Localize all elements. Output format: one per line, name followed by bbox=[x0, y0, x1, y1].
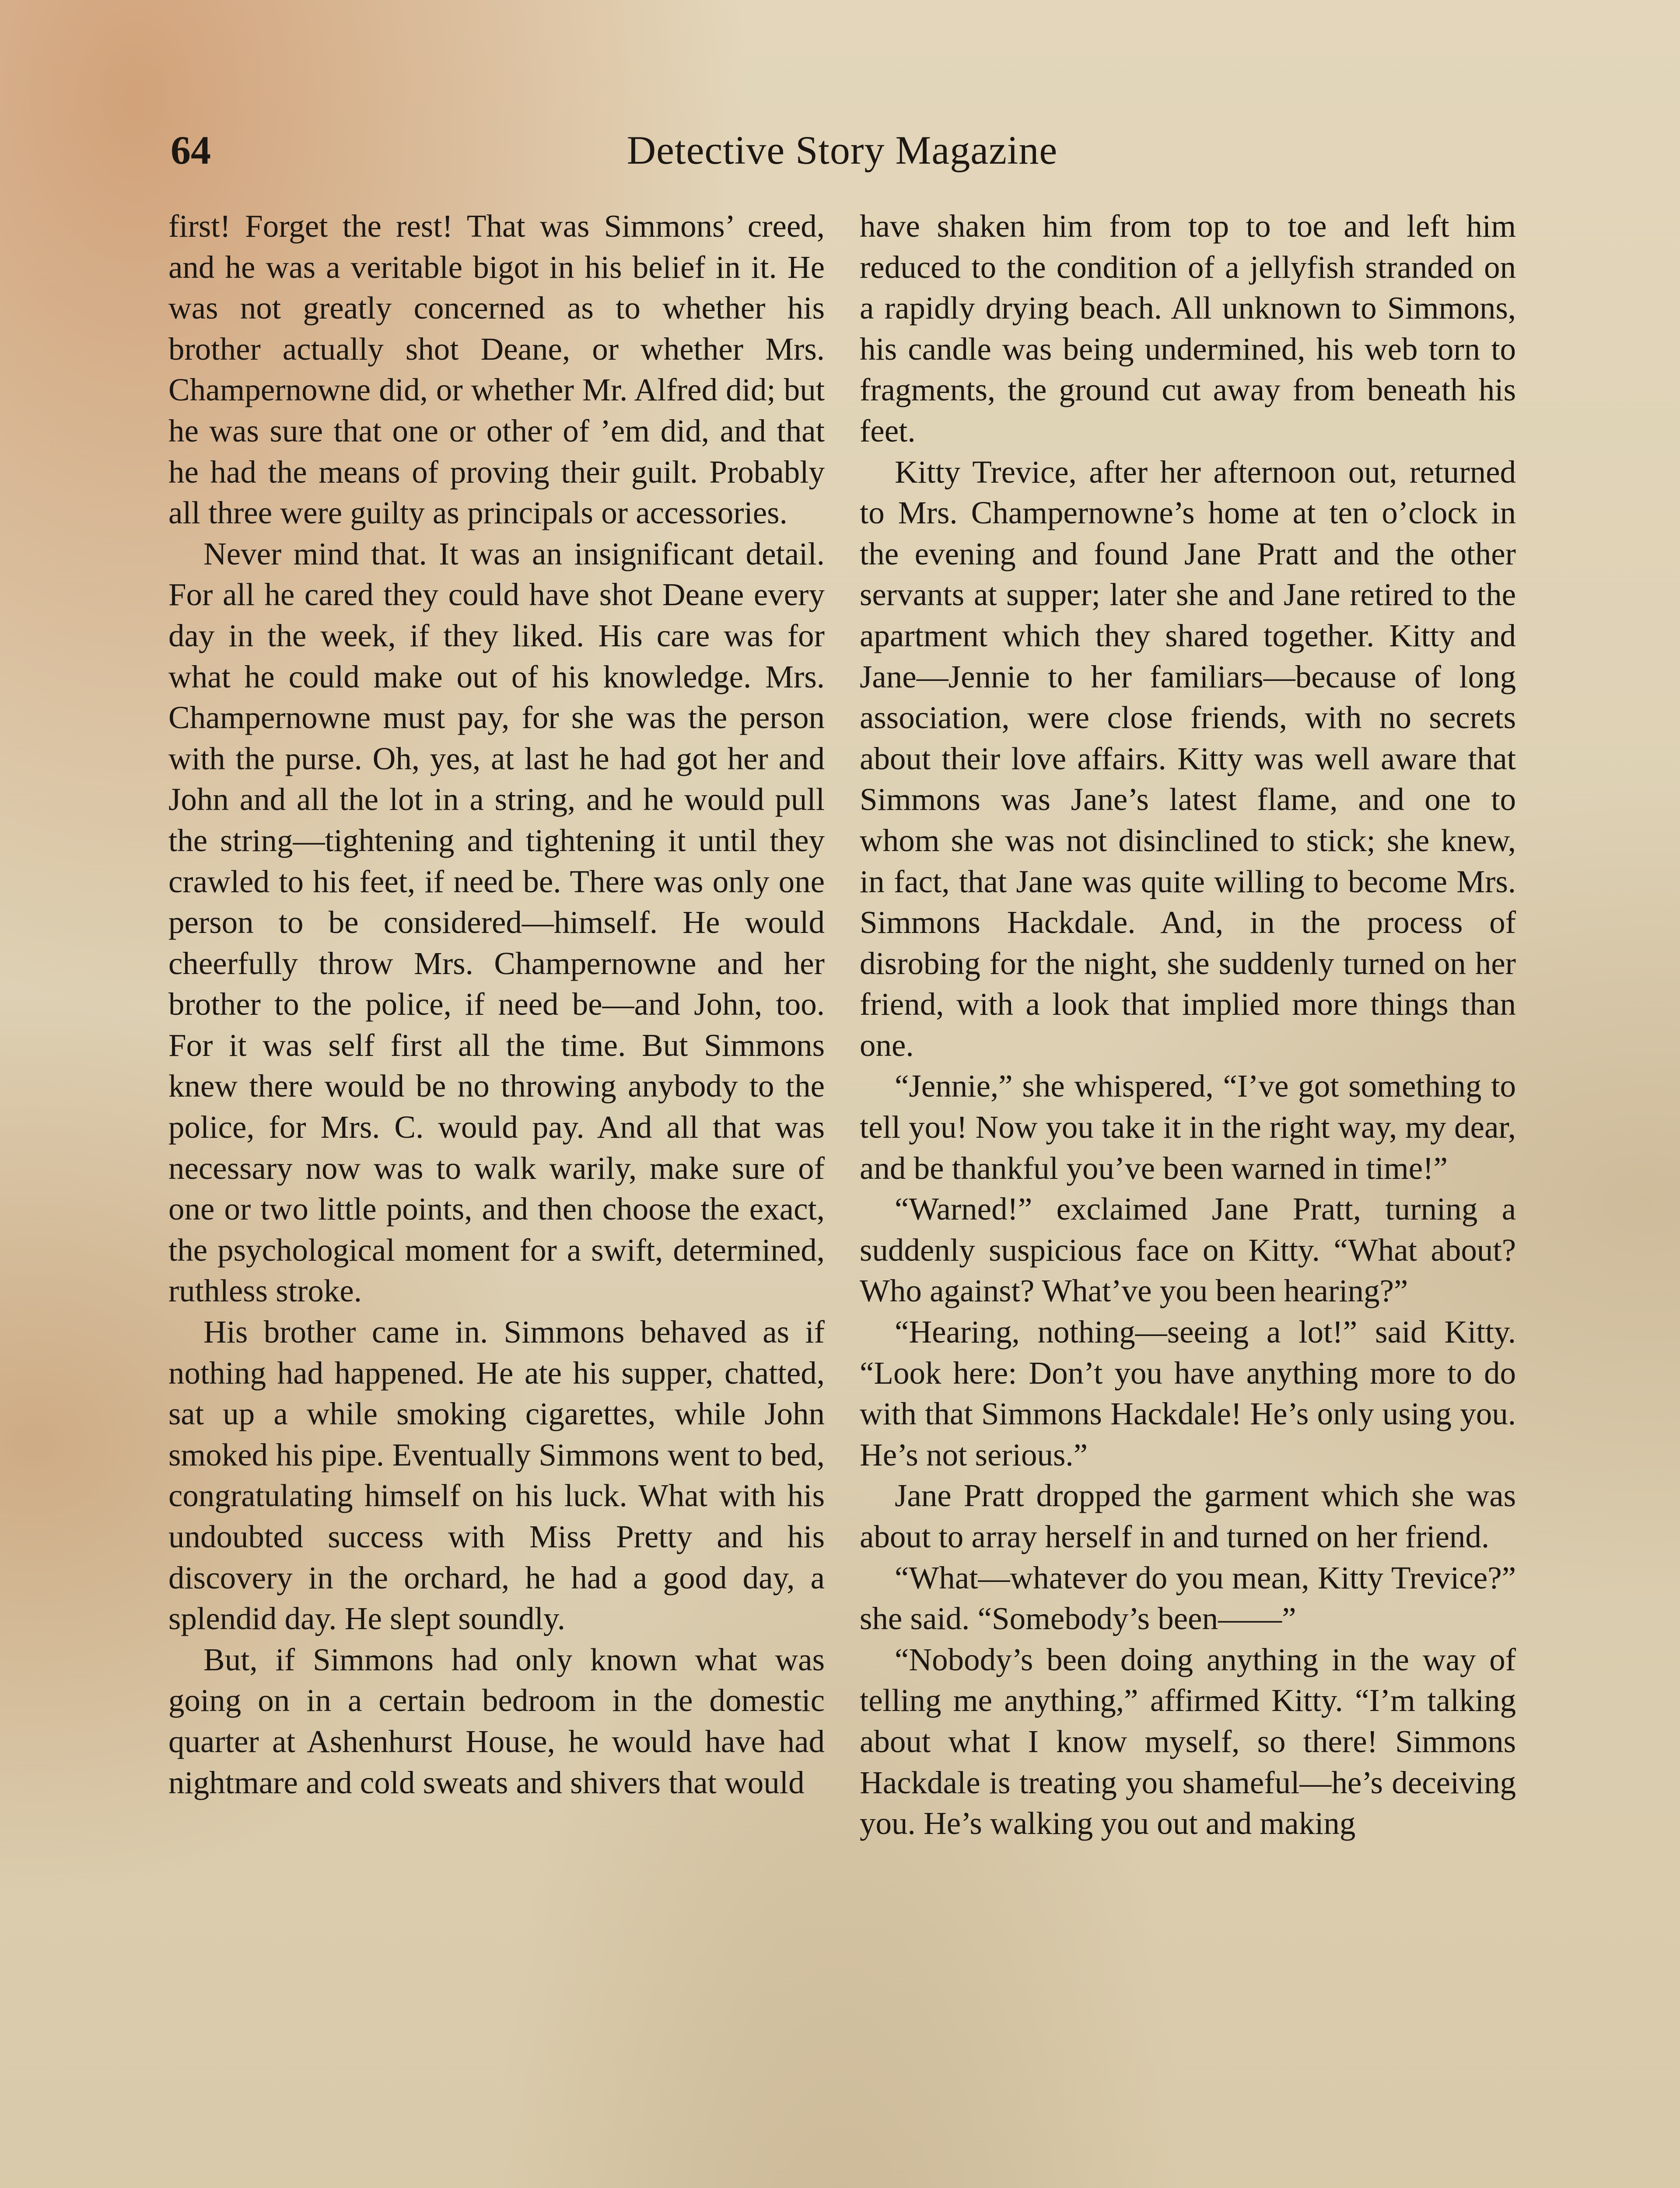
paragraph: first! Forget the rest! That was Simmons’ creed, and he was a veritable bigot in his belief in it. He was not greatly concerned as to whether his brother actually shot Deane, or whether Mrs. Champernowne did, or whether Mr. Alfred did; but he was sure that one or other of ’em did, and that he had the means of proving their guilt. Probably all three were guilty as principals or accessories. bbox=[168, 208, 825, 531]
paragraph: “Warned!” exclaimed Jane Pratt, turning a suddenly suspicious face on Kitty. “What about? Who against? What’ve you been hearing?” bbox=[860, 1191, 1516, 1309]
paragraph: “Jennie,” she whispered, “I’ve got something to tell you! Now you take it in the right way, my dear, and be thankful you’ve been warned in time!” bbox=[860, 1068, 1516, 1186]
paragraph: Never mind that. It was an insignificant detail. For all he cared they could have shot Deane every day in the week, if they liked. His care was for what he could make out of his knowledge. Mrs. Champernowne must pay, for she was the person with the purse. Oh, yes, at last he had got her and John and all the lot in a string, and he would pull the string—tightening and tightening it until they crawled to his feet, if need be. There was only one person to be considered—himself. He would cheerfully throw Mrs. Champernowne and her brother to the police, if need be—and John, too. For it was self first all the time. But Simmons knew there would be no throwing anybody to the police, for Mrs. C. would pay. And all that was necessary now was to walk warily, make sure of one or two little points, and then choose the exact, the psychological moment for a swift, determined, ruthless stroke. bbox=[168, 536, 825, 1309]
paragraph: “Hearing, nothing—seeing a lot!” said Kitty. “Look here: Don’t you have anything more to do with that Simmons Hackdale! He’s only using you. He’s not serious.” bbox=[860, 1314, 1516, 1473]
running-title: Detective Story Magazine bbox=[626, 128, 1058, 172]
paragraph: have shaken him from top to toe and left him reduced to the condition of a jellyfish stranded on a rapidly drying beach. All unknown to Simmons, his candle was being undermined, his web torn to fragments, the ground cut away from beneath his feet. bbox=[860, 208, 1516, 449]
left-column bbox=[168, 206, 825, 1803]
paragraph: Kitty Trevice, after her afternoon out, returned to Mrs. Champernowne’s home at ten o’clock in the evening and found Jane Pratt and the other servants at supper; later she and Jane retired to the apartment which they shared together. Kitty and Jane—Jennie to her familiars—because of long association, were close friends, with no secrets about their love affairs. Kitty was well aware that Simmons was Jane’s latest flame, and one to whom she was not disinclined to stick; she knew, in fact, that Jane was quite willing to become Mrs. Simmons Hackdale. And, in the process of disrobing for the night, she suddenly turned on her friend, with a look that implied more things than one. bbox=[860, 454, 1516, 1063]
right-column bbox=[860, 206, 1516, 1844]
paragraph: Jane Pratt dropped the garment which she was about to array herself in and turned on her friend. bbox=[860, 1478, 1516, 1554]
paragraph: His brother came in. Simmons behaved as if nothing had happened. He ate his supper, chatted, sat up a while smoking cigarettes, while John smoked his pipe. Eventually Simmons went to bed, congratulating himself on his luck. What with his undoubted success with Miss Pretty and his discovery in the orchard, he had a good day, a splendid day. He slept soundly. bbox=[168, 1314, 825, 1637]
paragraph: “What—whatever do you mean, Kitty Trevice?” she said. “Somebody’s been——” bbox=[860, 1560, 1516, 1637]
page-number: 64 bbox=[171, 128, 211, 172]
page-header bbox=[171, 122, 1514, 179]
paragraph: But, if Simmons had only known what was going on in a certain bedroom in the domestic quarter at Ashenhurst House, he would have had nightmare and cold sweats and shivers that would bbox=[168, 1641, 825, 1800]
paragraph: “Nobody’s been doing anything in the way of telling me anything,” affirmed Kitty. “I’m talking about what I know myself, so there! Simmons Hackdale is treating you shameful—he’s deceiving you. He’s walking you out and making bbox=[860, 1641, 1516, 1841]
